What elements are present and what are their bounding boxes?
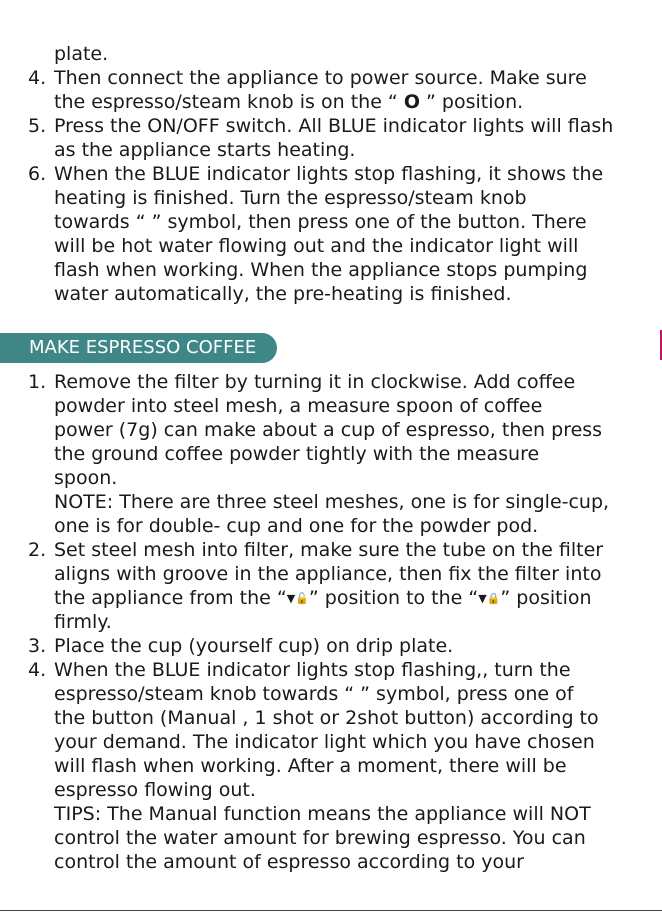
list-item-text: Place the cup (yourself cup) on drip plate. [54, 635, 454, 657]
list-item-text: will flash when working. After a moment, there will be [54, 755, 567, 777]
list-item-text: the ground coffee powder tightly with the measure [54, 443, 540, 465]
list-item-text: firmly. [54, 611, 112, 633]
list-item-text: NOTE: There are three steel meshes, one is for single-cup, [54, 491, 610, 513]
list-item-text: When the BLUE indicator lights stop flashing, it shows the [54, 163, 604, 185]
list-item-text: powder into steel mesh, a measure spoon of coffee [54, 395, 543, 417]
list-item-text: power (7g) can make about a cup of espresso, then press [54, 419, 603, 441]
list-item-text: When the BLUE indicator lights stop flashing,, turn the [54, 659, 571, 681]
list-item-text: control the amount of espresso according to your [54, 851, 524, 873]
list-item-text: flash when working. When the appliance stops pumping [54, 259, 588, 281]
list-item-text: the espresso/steam knob is on the “ O ” position. [54, 91, 524, 113]
bottom-rule [0, 910, 662, 911]
list-number: 5. [28, 115, 47, 137]
list-item-text: plate. [54, 43, 109, 65]
list-item-text: water automatically, the pre-heating is finished. [54, 283, 512, 305]
list-item-text: the appliance from the “▼🔓” position to the “▼🔒” position [54, 587, 592, 609]
list-number: 1. [28, 371, 47, 393]
list-item-text: Press the ON/OFF switch. All BLUE indicator lights will flash [54, 115, 614, 137]
list-item-text: the button (Manual , 1 shot or 2shot button) according to [54, 707, 599, 729]
list-item-text: as the appliance starts heating. [54, 139, 356, 161]
list-item-text: espresso flowing out. [54, 779, 256, 801]
list-number: 3. [28, 635, 47, 657]
list-item-text: Remove the filter by turning it in clockwise. Add coffee [54, 371, 576, 393]
list-number: 4. [28, 659, 47, 681]
list-item-text: control the water amount for brewing espresso. You can [54, 827, 586, 849]
list-item-text: Set steel mesh into filter, make sure the tube on the filter [54, 539, 604, 561]
list-item-text: towards “ ” symbol, then press one of the button. There [54, 211, 587, 233]
list-item-text: spoon. [54, 467, 118, 489]
list-item-text: heating is finished. Turn the espresso/steam knob [54, 187, 527, 209]
list-item-text: aligns with groove in the appliance, then fix the filter into [54, 563, 602, 585]
list-item-text: espresso/steam knob towards “ ” symbol, press one of [54, 683, 574, 705]
list-item-text: one is for double- cup and one for the powder pod. [54, 515, 539, 537]
list-item-text: will be hot water flowing out and the indicator light will [54, 235, 579, 257]
list-item-text: TIPS: The Manual function means the appliance will NOT [54, 803, 591, 825]
list-number: 6. [28, 163, 47, 185]
list-item-text: Then connect the appliance to power source. Make sure [54, 67, 587, 89]
list-number: 2. [28, 539, 47, 561]
list-number: 4. [28, 67, 47, 89]
list-item-text: your demand. The indicator light which you have chosen [54, 731, 595, 753]
lock-symbol-icon: ▼🔒 [478, 592, 501, 605]
knob-off-symbol-icon: O [403, 91, 420, 113]
section-title: MAKE ESPRESSO COFFEE [29, 337, 257, 358]
unlock-symbol-icon: ▼🔓 [286, 592, 309, 605]
